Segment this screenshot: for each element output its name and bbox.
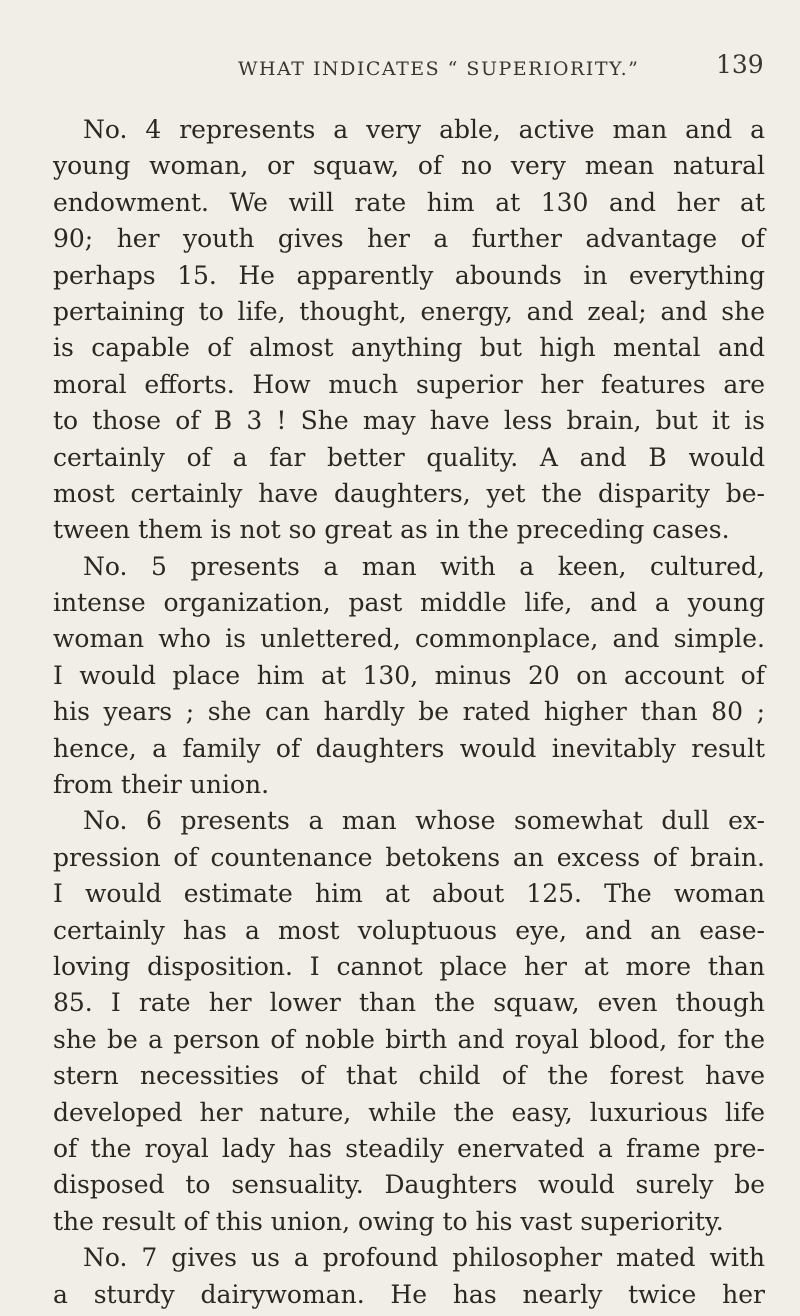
text-line: perhaps 15. He apparently abounds in everything	[53, 260, 765, 290]
text-line: No. 7 gives us a profound philosopher mated with	[83, 1243, 765, 1273]
text-line: is capable of almost anything but high mental and	[53, 333, 765, 363]
text-line: No. 4 represents a very able, active man and a	[83, 115, 765, 144]
text-line: pression of countenance betokens an excess of brain.	[53, 842, 765, 872]
text-line: of the royal lady has steadily enervated a frame pre-	[53, 1133, 765, 1163]
text-line: intense organization, past middle life, and a young	[53, 588, 765, 618]
text-line: disposed to sensuality. Daughters would surely be	[53, 1170, 765, 1200]
text-line: No. 6 presents a man whose somewhat dull ex-	[83, 806, 765, 836]
text-line: certainly has a most voluptuous eye, and an ease-	[53, 915, 765, 945]
running-head: WHAT INDICATES “ SUPERIORITY.”	[238, 58, 640, 80]
text-line: young woman, or squaw, of no very mean natural	[53, 151, 765, 181]
text-line: moral efforts. How much superior her features are	[53, 369, 765, 399]
text-line: tween them is not so great as in the preceding cases.	[53, 515, 730, 545]
text-line: the result of this union, owing to his vast superiority.	[53, 1206, 724, 1236]
text-line: a sturdy dairywoman. He has nearly twice her	[53, 1279, 765, 1309]
text-line: I would estimate him at about 125. The woman	[53, 879, 765, 909]
text-line: No. 5 presents a man with a keen, cultured,	[83, 551, 765, 581]
text-line: she be a person of noble birth and royal blood, for the	[53, 1024, 765, 1054]
text-line: loving disposition. I cannot place her at more than	[53, 951, 765, 981]
text-line: 85. I rate her lower than the squaw, even though	[53, 988, 765, 1018]
body-text	[53, 112, 765, 1313]
text-line: pertaining to life, thought, energy, and zeal; and she	[53, 296, 765, 326]
text-line: to those of B 3 ! She may have less brain, but it is	[53, 406, 765, 436]
text-line: I would place him at 130, minus 20 on account of	[53, 660, 765, 690]
text-line: certainly of a far better quality. A and B would	[53, 442, 765, 472]
text-line: hence, a family of daughters would inevitably result	[53, 733, 765, 763]
text-line: from their union.	[53, 770, 270, 800]
text-line: most certainly have daughters, yet the disparity be-	[53, 478, 765, 508]
text-line: stern necessities of that child of the forest have	[53, 1061, 765, 1091]
page-number: 139	[716, 50, 764, 79]
text-line: 90; her youth gives her a further advantage of	[53, 224, 765, 254]
text-line: his years ; she can hardly be rated higher than 80 ;	[53, 697, 765, 727]
text-line: woman who is unlettered, commonplace, and simple.	[53, 624, 765, 654]
text-line: developed her nature, while the easy, luxurious life	[53, 1097, 765, 1127]
text-line: endowment. We will rate him at 130 and her at	[53, 187, 765, 217]
